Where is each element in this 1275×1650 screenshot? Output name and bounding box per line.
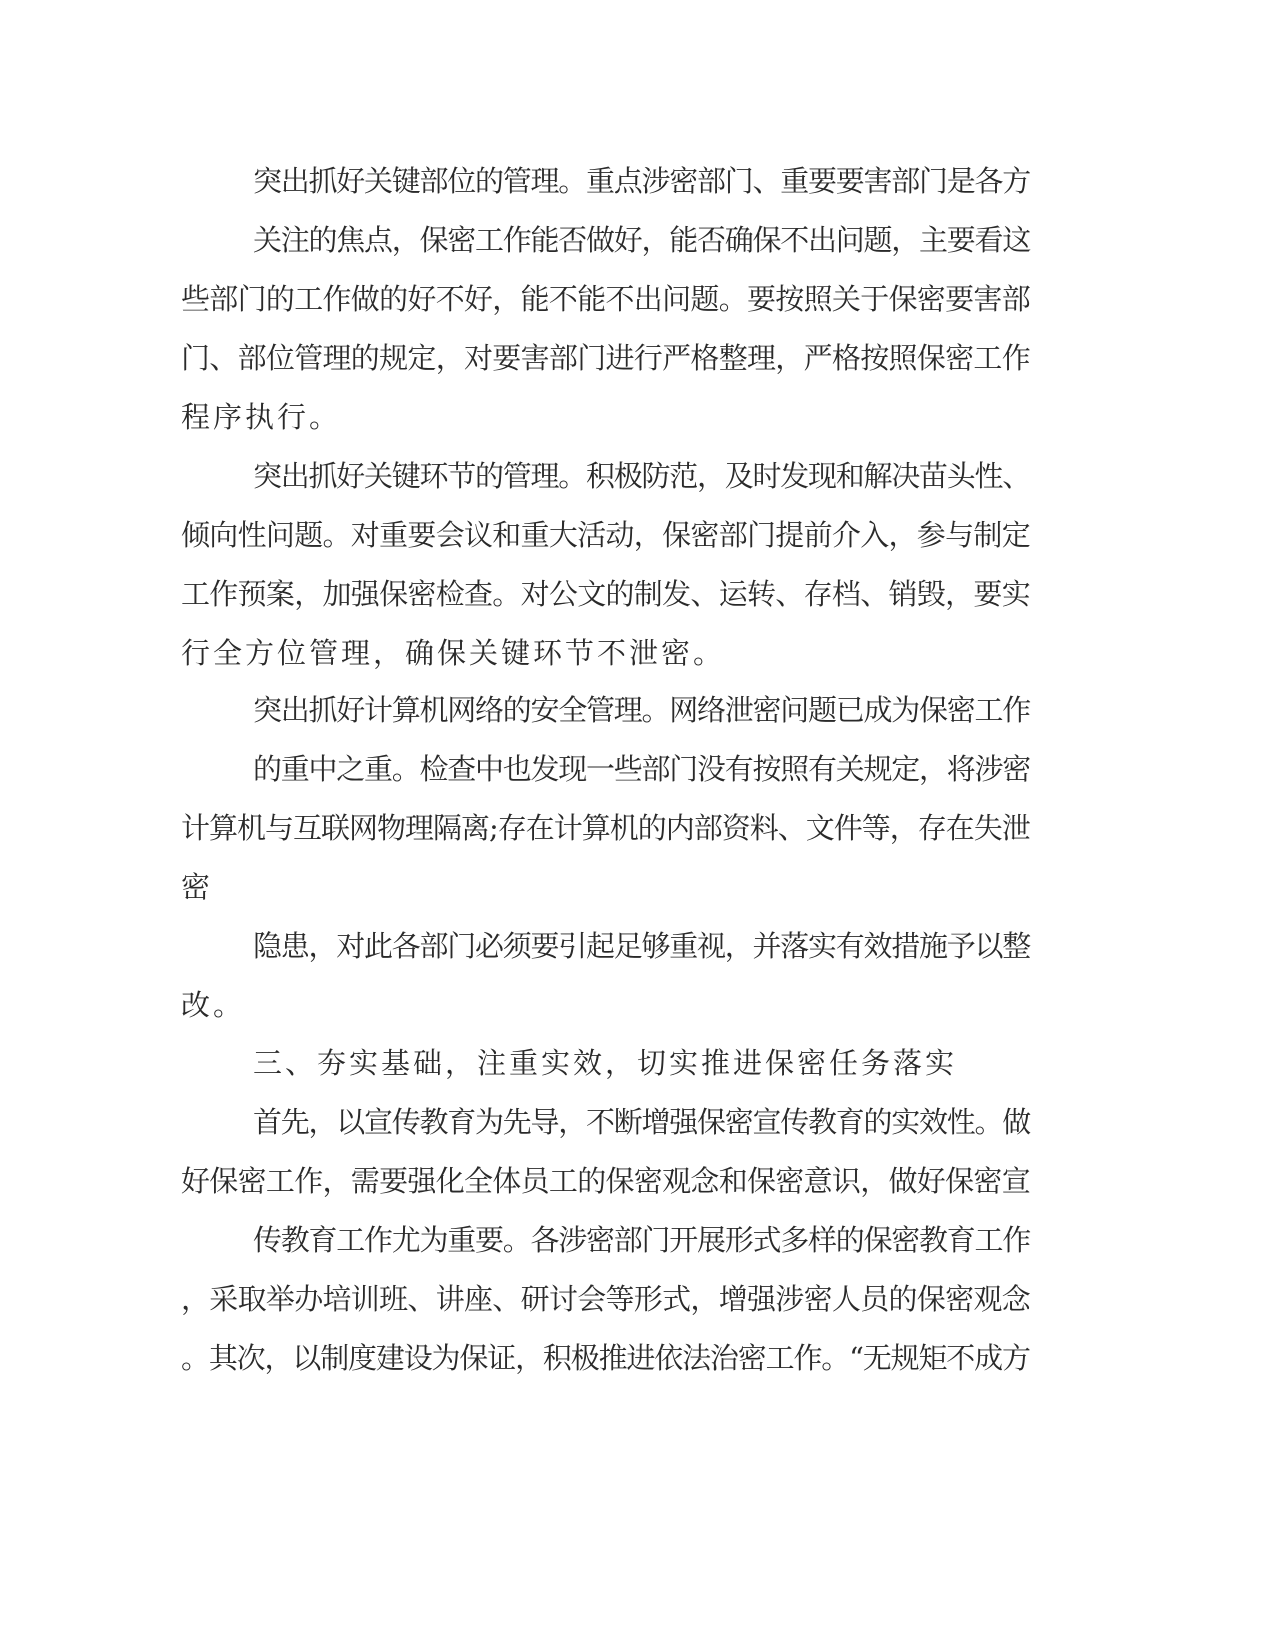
text-line: 首先，以宣传教育为先导，不断增强保密宣传教育的实效性。做 xyxy=(253,1105,1031,1139)
text-line: 的重中之重。检查中也发现一些部门没有按照有关规定，将涉密 xyxy=(253,752,1031,786)
text-line: 门、部位管理的规定，对要害部门进行严格整理，严格按照保密工作 xyxy=(181,341,1031,375)
text-line: 程序执行。 xyxy=(181,400,342,434)
text-line: 倾向性问题。对重要会议和重大活动，保密部门提前介入，参与制定 xyxy=(181,518,1031,552)
text-line: 关注的焦点，保密工作能否做好，能否确保不出问题，主要看这 xyxy=(253,223,1031,257)
text-line: 些部门的工作做的好不好，能不能不出问题。要按照关于保密要害部 xyxy=(181,282,1031,316)
text-line: 突出抓好计算机网络的安全管理。网络泄密问题已成为保密工作 xyxy=(253,693,1031,727)
text-line: 传教育工作尤为重要。各涉密部门开展形式多样的保密教育工作 xyxy=(253,1223,1031,1257)
text-line: 突出抓好关键部位的管理。重点涉密部门、重要要害部门是各方 xyxy=(253,164,1031,198)
text-line: 。其次，以制度建设为保证，积极推进依法治密工作。“无规矩不成方 xyxy=(181,1341,1030,1375)
text-line: ，采取举办培训班、讲座、研讨会等形式，增强涉密人员的保密观念 xyxy=(181,1282,1031,1316)
text-line: 隐患，对此各部门必须要引起足够重视，并落实有效措施予以整 xyxy=(253,929,1031,963)
text-line: 突出抓好关键环节的管理。积极防范，及时发现和解决苗头性、 xyxy=(253,459,1031,493)
text-line: 改。 xyxy=(181,988,246,1022)
text-line: 行全方位管理，确保关键环节不泄密。 xyxy=(181,636,726,670)
text-line: 工作预案，加强保密检查。对公文的制发、运转、存档、销毁，要实 xyxy=(181,577,1031,611)
section-heading: 三、夯实基础，注重实效，切实推进保密任务落实 xyxy=(253,1046,958,1080)
text-line: 密 xyxy=(181,870,214,904)
text-line: 计算机与互联网物理隔离;存在计算机的内部资料、文件等，存在失泄 xyxy=(181,811,1030,845)
text-line: 好保密工作，需要强化全体员工的保密观念和保密意识，做好保密宣 xyxy=(181,1164,1031,1198)
